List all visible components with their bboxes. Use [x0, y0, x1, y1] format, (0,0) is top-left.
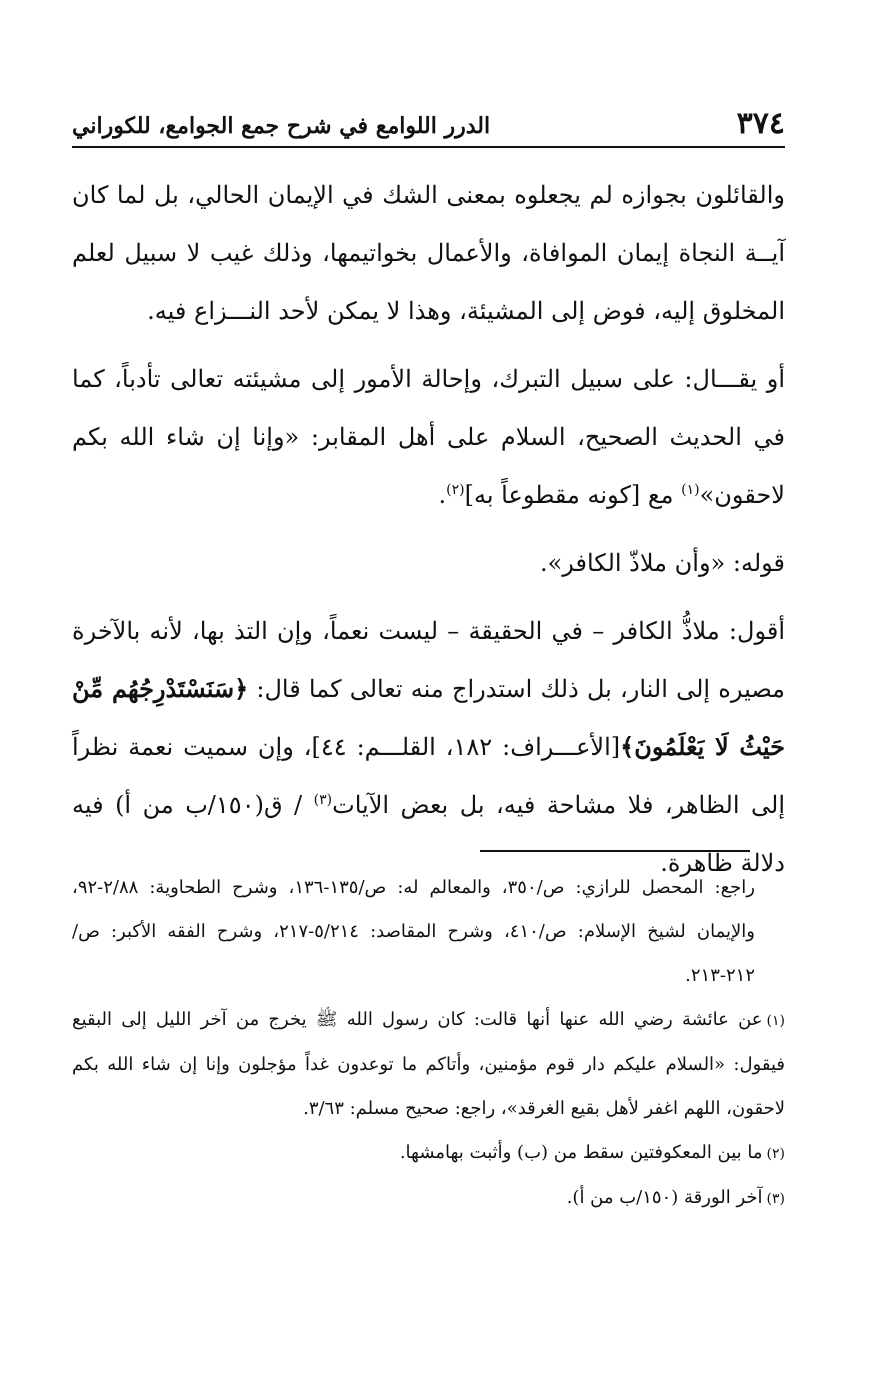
paragraph-4-text-c: / ق(١٥٠/ب من أ) فيه دلالة ظاهرة. — [72, 791, 785, 877]
footnote-3-mark: (٣) — [766, 1191, 785, 1207]
footnote-ref-1: (١) — [681, 482, 700, 498]
footnotes — [72, 866, 785, 1221]
main-text — [72, 166, 785, 902]
footnote-3 — [72, 1176, 785, 1221]
paragraph-1: والقائلون بجوازه لم يجعلوه بمعنى الشك في الإيمان الحالي، بل لما كان آيــة النجاة إيمان الموافاة، والأعمال بخواتيمها، وذلك غيب لا سبيل لعلم المخلوق إليه، فوض إلى المشيئة، وهذا لا يمكن لأحد النـــزاع فيه. — [72, 181, 785, 325]
footnote-1 — [72, 998, 785, 1131]
paragraph-4 — [72, 602, 785, 892]
paragraph-2-text-a: أو يقـــال: على سبيل التبرك، وإحالة الأمور إلى مشيئته تعالى تأدباً، كما في الحديث الصحيح، السلام على أهل المقابر: «وإنا إن شاء الله بكم لاحقون» — [72, 365, 785, 509]
paragraph-4-text-a: أقول: ملاذُّ الكافر – في الحقيقة – ليست نعماً، وإن التذ بها، لأنه بالآخرة مصيره إلى النار، بل ذلك استدراج منه تعالى كما قال: — [72, 617, 786, 703]
paragraph-3: قوله: «وأن ملاذّ الكافر». — [539, 549, 785, 577]
paragraph-2-text-c: . — [438, 481, 447, 509]
footnote-3-text: آخر الورقة (١٥٠/ب من أ). — [566, 1187, 763, 1208]
paragraph-2 — [72, 350, 785, 524]
paragraph-2-text-b: مع [كونه مقطوعاً به] — [464, 481, 682, 509]
footnote-ref-2: (٢) — [446, 482, 465, 498]
footnote-continuation: راجع: المحصل للرازي: ص/٣٥٠، والمعالم له: ص/١٣٥-١٣٦، وشرح الطحاوية: ٢/٨٨-٩٢، والإيمان لشيخ الإسلام: ص/٤١٠، وشرح المقاصد: ٥/٢١٤-٢١٧، وشرح الفقه الأكبر: ص/٢١٢-٢١٣. — [72, 877, 756, 986]
footnote-2 — [72, 1131, 785, 1176]
footnote-1-text: عن عائشة رضي الله عنها أنها قالت: كان رسول الله ﷺ يخرج من آخر الليل إلى البقيع فيقول: «السلام عليكم دار قوم مؤمنين، وأتاكم ما توعدون غداً مؤجلون وإنا إن شاء الله بكم لاحقون، اللهم اغفر لأهل بقيع الغرقد»، راجع: صحيح مسلم: ٣/٦٣. — [72, 1009, 785, 1119]
footnote-1-mark: (١) — [766, 1013, 785, 1029]
quran-verse: ﴿سَنَسْتَدْرِجُهُم مِّنْ حَيْثُ لَا يَعْلَمُونَ﴾ — [72, 674, 786, 761]
footnote-2-text: ما بين المعكوفتين سقط من (ب) وأثبت بهامشها. — [399, 1142, 763, 1163]
paragraph-4-text-b: [الأعـــراف: ١٨٢، القلـــم: ٤٤]، وإن سميت نعمة نظراً إلى الظاهر، فلا مشاحة فيه، بل بعض الآيات — [72, 733, 786, 819]
page-number: ٣٧٤ — [736, 106, 785, 141]
footnote-separator — [480, 850, 750, 852]
footnote-ref-3: (٣) — [313, 792, 333, 808]
footnote-2-mark: (٢) — [766, 1146, 785, 1162]
page-header — [72, 100, 785, 148]
running-title: الدرر اللوامع في شرح جمع الجوامع، للكوراني — [72, 113, 491, 139]
